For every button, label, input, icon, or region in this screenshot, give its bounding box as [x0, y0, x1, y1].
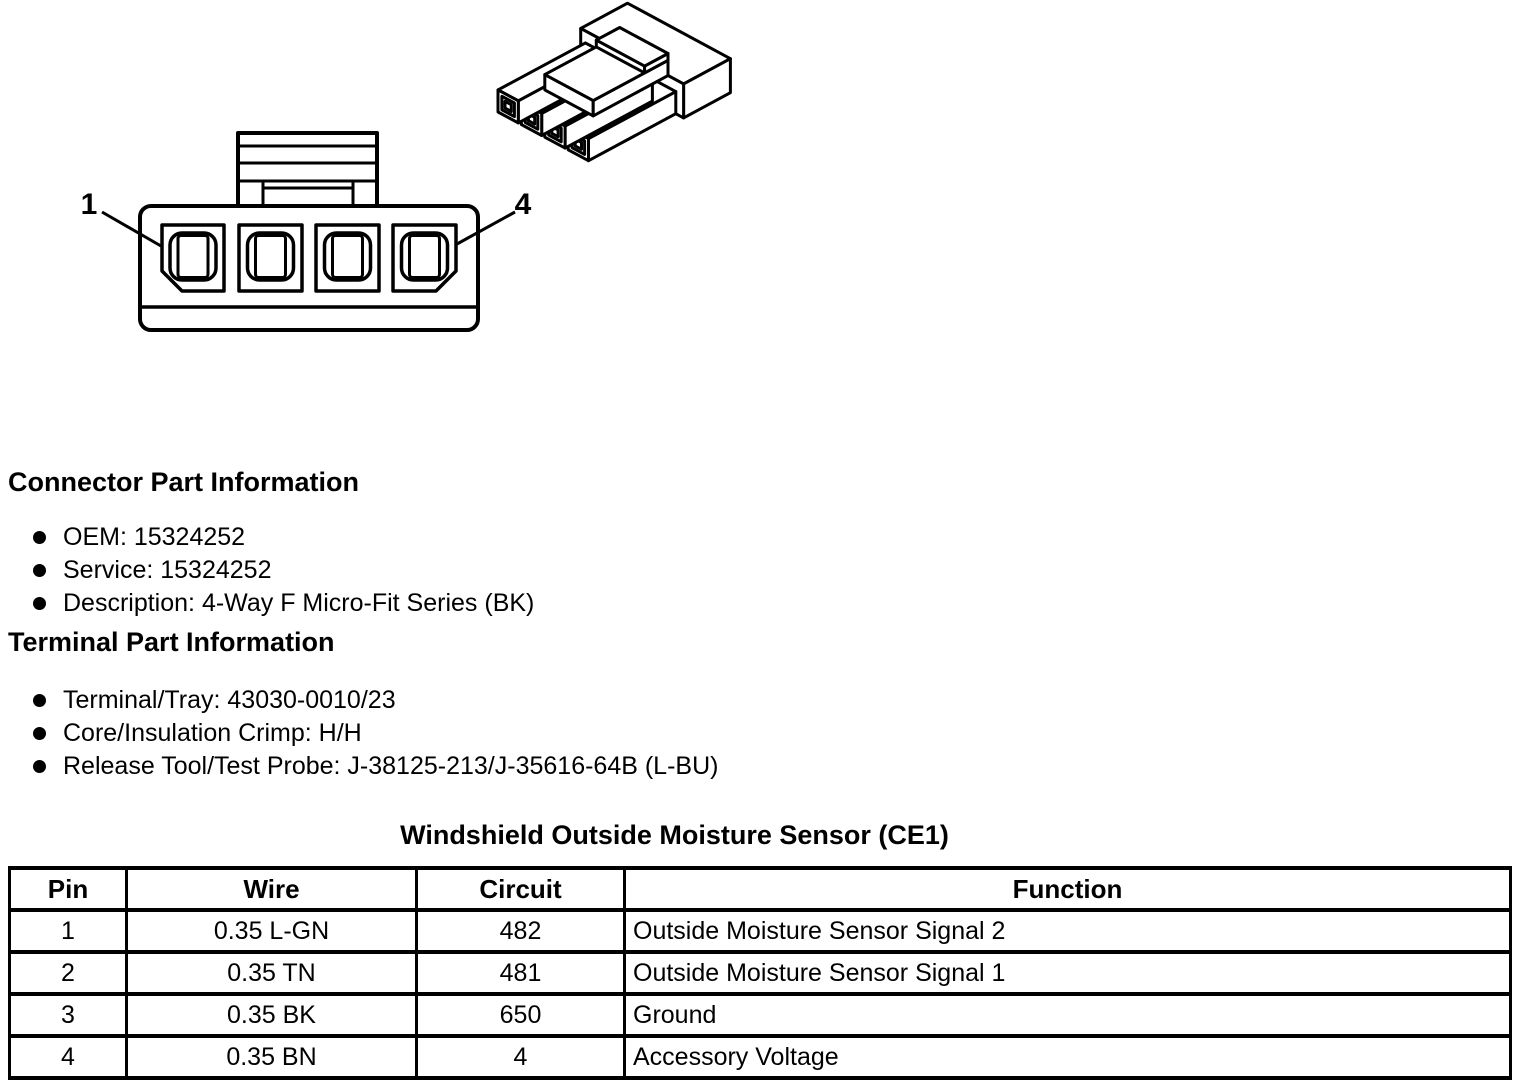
connector-front-view-drawing	[102, 133, 515, 330]
circuit-cell: 4	[417, 1036, 625, 1078]
iso-face	[505, 101, 511, 111]
pin1-label: 1	[80, 188, 98, 221]
bullet-icon	[33, 597, 46, 610]
pin-cell: 2	[10, 952, 127, 994]
table-row	[10, 1036, 1511, 1078]
list-item	[0, 750, 718, 783]
cavity-3	[316, 225, 379, 291]
lock-tab	[238, 133, 377, 207]
connector-iso-view-drawing	[498, 3, 730, 161]
column-header-pin: Pin	[10, 868, 127, 910]
wire-cell: 0.35 L-GN	[127, 910, 417, 952]
bullet-icon	[33, 694, 46, 707]
function-cell: Ground	[625, 994, 1511, 1036]
circuit-cell: 481	[417, 952, 625, 994]
column-header-wire: Wire	[127, 868, 417, 910]
terminal-part-information-heading: Terminal Part Information	[8, 627, 335, 657]
function-cell: Accessory Voltage	[625, 1036, 1511, 1078]
connector-part-information-heading: Connector Part Information	[8, 467, 360, 497]
terminal-part-information-list	[0, 684, 718, 783]
list-item-text: Terminal/Tray: 43030-0010/23	[63, 686, 396, 714]
bullet-icon	[33, 727, 46, 740]
circuit-cell: 482	[417, 910, 625, 952]
list-item	[0, 521, 534, 554]
wire-cell: 0.35 TN	[127, 952, 417, 994]
function-cell: Outside Moisture Sensor Signal 2	[625, 910, 1511, 952]
circuit-cell: 650	[417, 994, 625, 1036]
list-item	[0, 717, 718, 750]
list-item-text: Description: 4-Way F Micro-Fit Series (BK)	[63, 589, 535, 617]
table-row	[10, 952, 1511, 994]
pin-cell: 4	[10, 1036, 127, 1078]
bullet-icon	[33, 564, 46, 577]
bullet-icon	[33, 760, 46, 773]
function-cell: Outside Moisture Sensor Signal 1	[625, 952, 1511, 994]
list-item-text: Core/Insulation Crimp: H/H	[63, 719, 362, 747]
wire-cell: 0.35 BN	[127, 1036, 417, 1078]
pin4-label: 4	[514, 188, 532, 221]
pin-cell: 1	[10, 910, 127, 952]
cavity-1	[162, 225, 224, 291]
connector-figure	[0, 0, 800, 470]
cavity-4	[393, 225, 456, 291]
list-item	[0, 587, 534, 620]
table-row	[10, 910, 1511, 952]
table-row	[10, 994, 1511, 1036]
column-header-function: Function	[625, 868, 1511, 910]
list-item	[0, 554, 534, 587]
list-item-text: OEM: 15324252	[63, 523, 246, 551]
connector-part-information-list	[0, 521, 534, 620]
column-header-circuit: Circuit	[417, 868, 625, 910]
bullet-icon	[33, 531, 46, 544]
cavity-2	[239, 225, 302, 291]
list-item	[0, 684, 718, 717]
pin-cell: 3	[10, 994, 127, 1036]
pinout-table	[8, 866, 1512, 1080]
list-item-text: Service: 15324252	[63, 556, 272, 584]
wire-cell: 0.35 BK	[127, 994, 417, 1036]
pinout-table-title: Windshield Outside Moisture Sensor (CE1)	[400, 820, 949, 850]
list-item-text: Release Tool/Test Probe: J-38125-213/J-35616-64B (L-BU)	[63, 752, 719, 780]
table-header-row	[10, 868, 1511, 910]
